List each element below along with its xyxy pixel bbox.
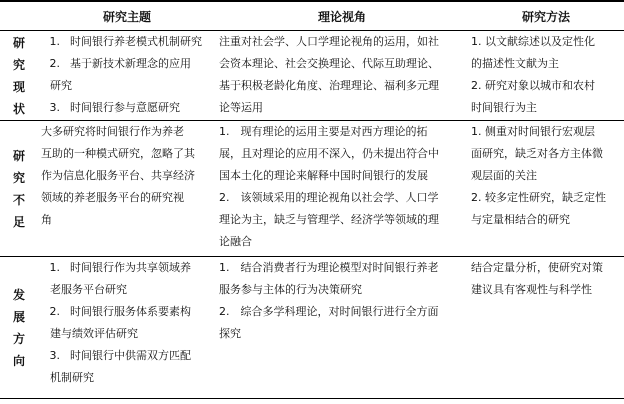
row-label-char: 究 (12, 57, 25, 72)
row-label-char: 足 (12, 214, 25, 229)
text-line: 大多研究将时间银行作为养老 (41, 125, 184, 138)
text-line: 互助的一种模式研究，忽略了其 (41, 147, 195, 160)
row-label-char: 现 (12, 79, 25, 94)
list-item: 2. 时间银行服务体系要素构 (49, 305, 191, 318)
text-line: 角 (41, 213, 52, 226)
row-label-char: 向 (12, 353, 25, 368)
row-future-directions (0, 257, 624, 399)
cell-theory (216, 121, 468, 257)
list-item-continuation: 建与绩效评估研究 (50, 327, 138, 340)
text-line: 领域的养老服务平台的研究视 (41, 191, 184, 204)
text-line: 会资本理论、社会交换理论、代际互助理论、 (219, 57, 439, 70)
cell-theory (216, 31, 468, 121)
text-line: 2. 研究对象以城市和农村 (471, 79, 595, 92)
row-label-char: 状 (12, 101, 25, 116)
list-item: 3. 时间银行中供需双方匹配 (49, 349, 191, 362)
row-research-gaps (0, 121, 624, 257)
row-label-char: 不 (12, 192, 25, 207)
list-item: 2. 基于新技术新理念的应用 (49, 57, 191, 70)
list-item-continuation: 老服务平台研究 (50, 283, 127, 296)
row-label-char: 研 (12, 148, 25, 163)
list-item-continuation: 机制研究 (50, 371, 94, 384)
list-item-continuation: 研究 (50, 79, 72, 92)
text-line: 2. 综合多学科理论，对时间银行进行全方面 (219, 305, 439, 318)
row-label-directions (0, 257, 38, 399)
cell-topic (38, 257, 216, 399)
cell-method (468, 257, 624, 399)
cell-topic (38, 121, 216, 257)
text-line: 基于积极老龄化角度、治理理论、福利多元理 (219, 79, 439, 92)
text-line: 国本土化的理论来解释中国时间银行的发展 (219, 169, 428, 182)
cell-topic (38, 31, 216, 121)
cell-theory (216, 257, 468, 399)
text-line: 注重对社会学、人口学理论视角的运用，如社 (219, 35, 439, 48)
header-theory: 理论视角 (216, 1, 468, 31)
row-label-char: 展 (12, 309, 25, 324)
text-line: 展，且对理论的应用不深入，仍未提出符合中 (219, 147, 439, 160)
row-label-gaps (0, 121, 38, 257)
row-label-char: 发 (12, 287, 25, 302)
text-line: 理论为主，缺乏与管理学、经济学等领域的理 (219, 213, 439, 226)
list-item: 3. 时间银行参与意愿研究 (49, 101, 180, 114)
text-line: 时间银行为主 (471, 101, 537, 114)
text-line: 1. 现有理论的运用主要是对西方理论的拓 (219, 125, 428, 138)
text-line: 结合定量分析，使研究对策 (471, 261, 603, 274)
text-line: 论融合 (219, 235, 252, 248)
row-label-char: 方 (12, 331, 25, 346)
text-line: 论等运用 (219, 101, 263, 114)
list-item: 1. 时间银行养老模式机制研究 (49, 35, 202, 48)
cell-method (468, 121, 624, 257)
text-line: 作为信息化服务平台、共享经济 (41, 169, 195, 182)
row-label-char: 究 (12, 170, 25, 185)
header-corner (0, 1, 38, 31)
text-line: 面研究，缺乏对各方主体微 (471, 147, 603, 160)
text-line: 探究 (219, 327, 241, 340)
text-line: 1. 以文献综述以及定性化 (471, 35, 595, 48)
text-line: 2. 该领域采用的理论视角以社会学、人口学 (219, 191, 439, 204)
text-line: 建议具有客观性与科学性 (471, 283, 592, 296)
text-line: 观层面的关注 (471, 169, 537, 182)
text-line: 1. 侧重对时间银行宏观层 (471, 125, 595, 138)
cell-method (468, 31, 624, 121)
header-topic: 研究主题 (38, 1, 216, 31)
row-research-status (0, 31, 624, 121)
text-line: 1. 结合消费者行为理论模型对时间银行养老 (219, 261, 439, 274)
text-line: 服务参与主体的行为决策研究 (219, 283, 362, 296)
header-method: 研究方法 (468, 1, 624, 31)
text-line: 的描述性文献为主 (471, 57, 559, 70)
text-line: 与定量相结合的研究 (471, 213, 570, 226)
header-row (0, 1, 624, 31)
row-label-char: 研 (12, 35, 25, 50)
list-item: 1. 时间银行作为共享领域养 (49, 261, 191, 274)
text-line: 2. 较多定性研究，缺乏定性 (471, 191, 606, 204)
row-label-status (0, 31, 38, 121)
